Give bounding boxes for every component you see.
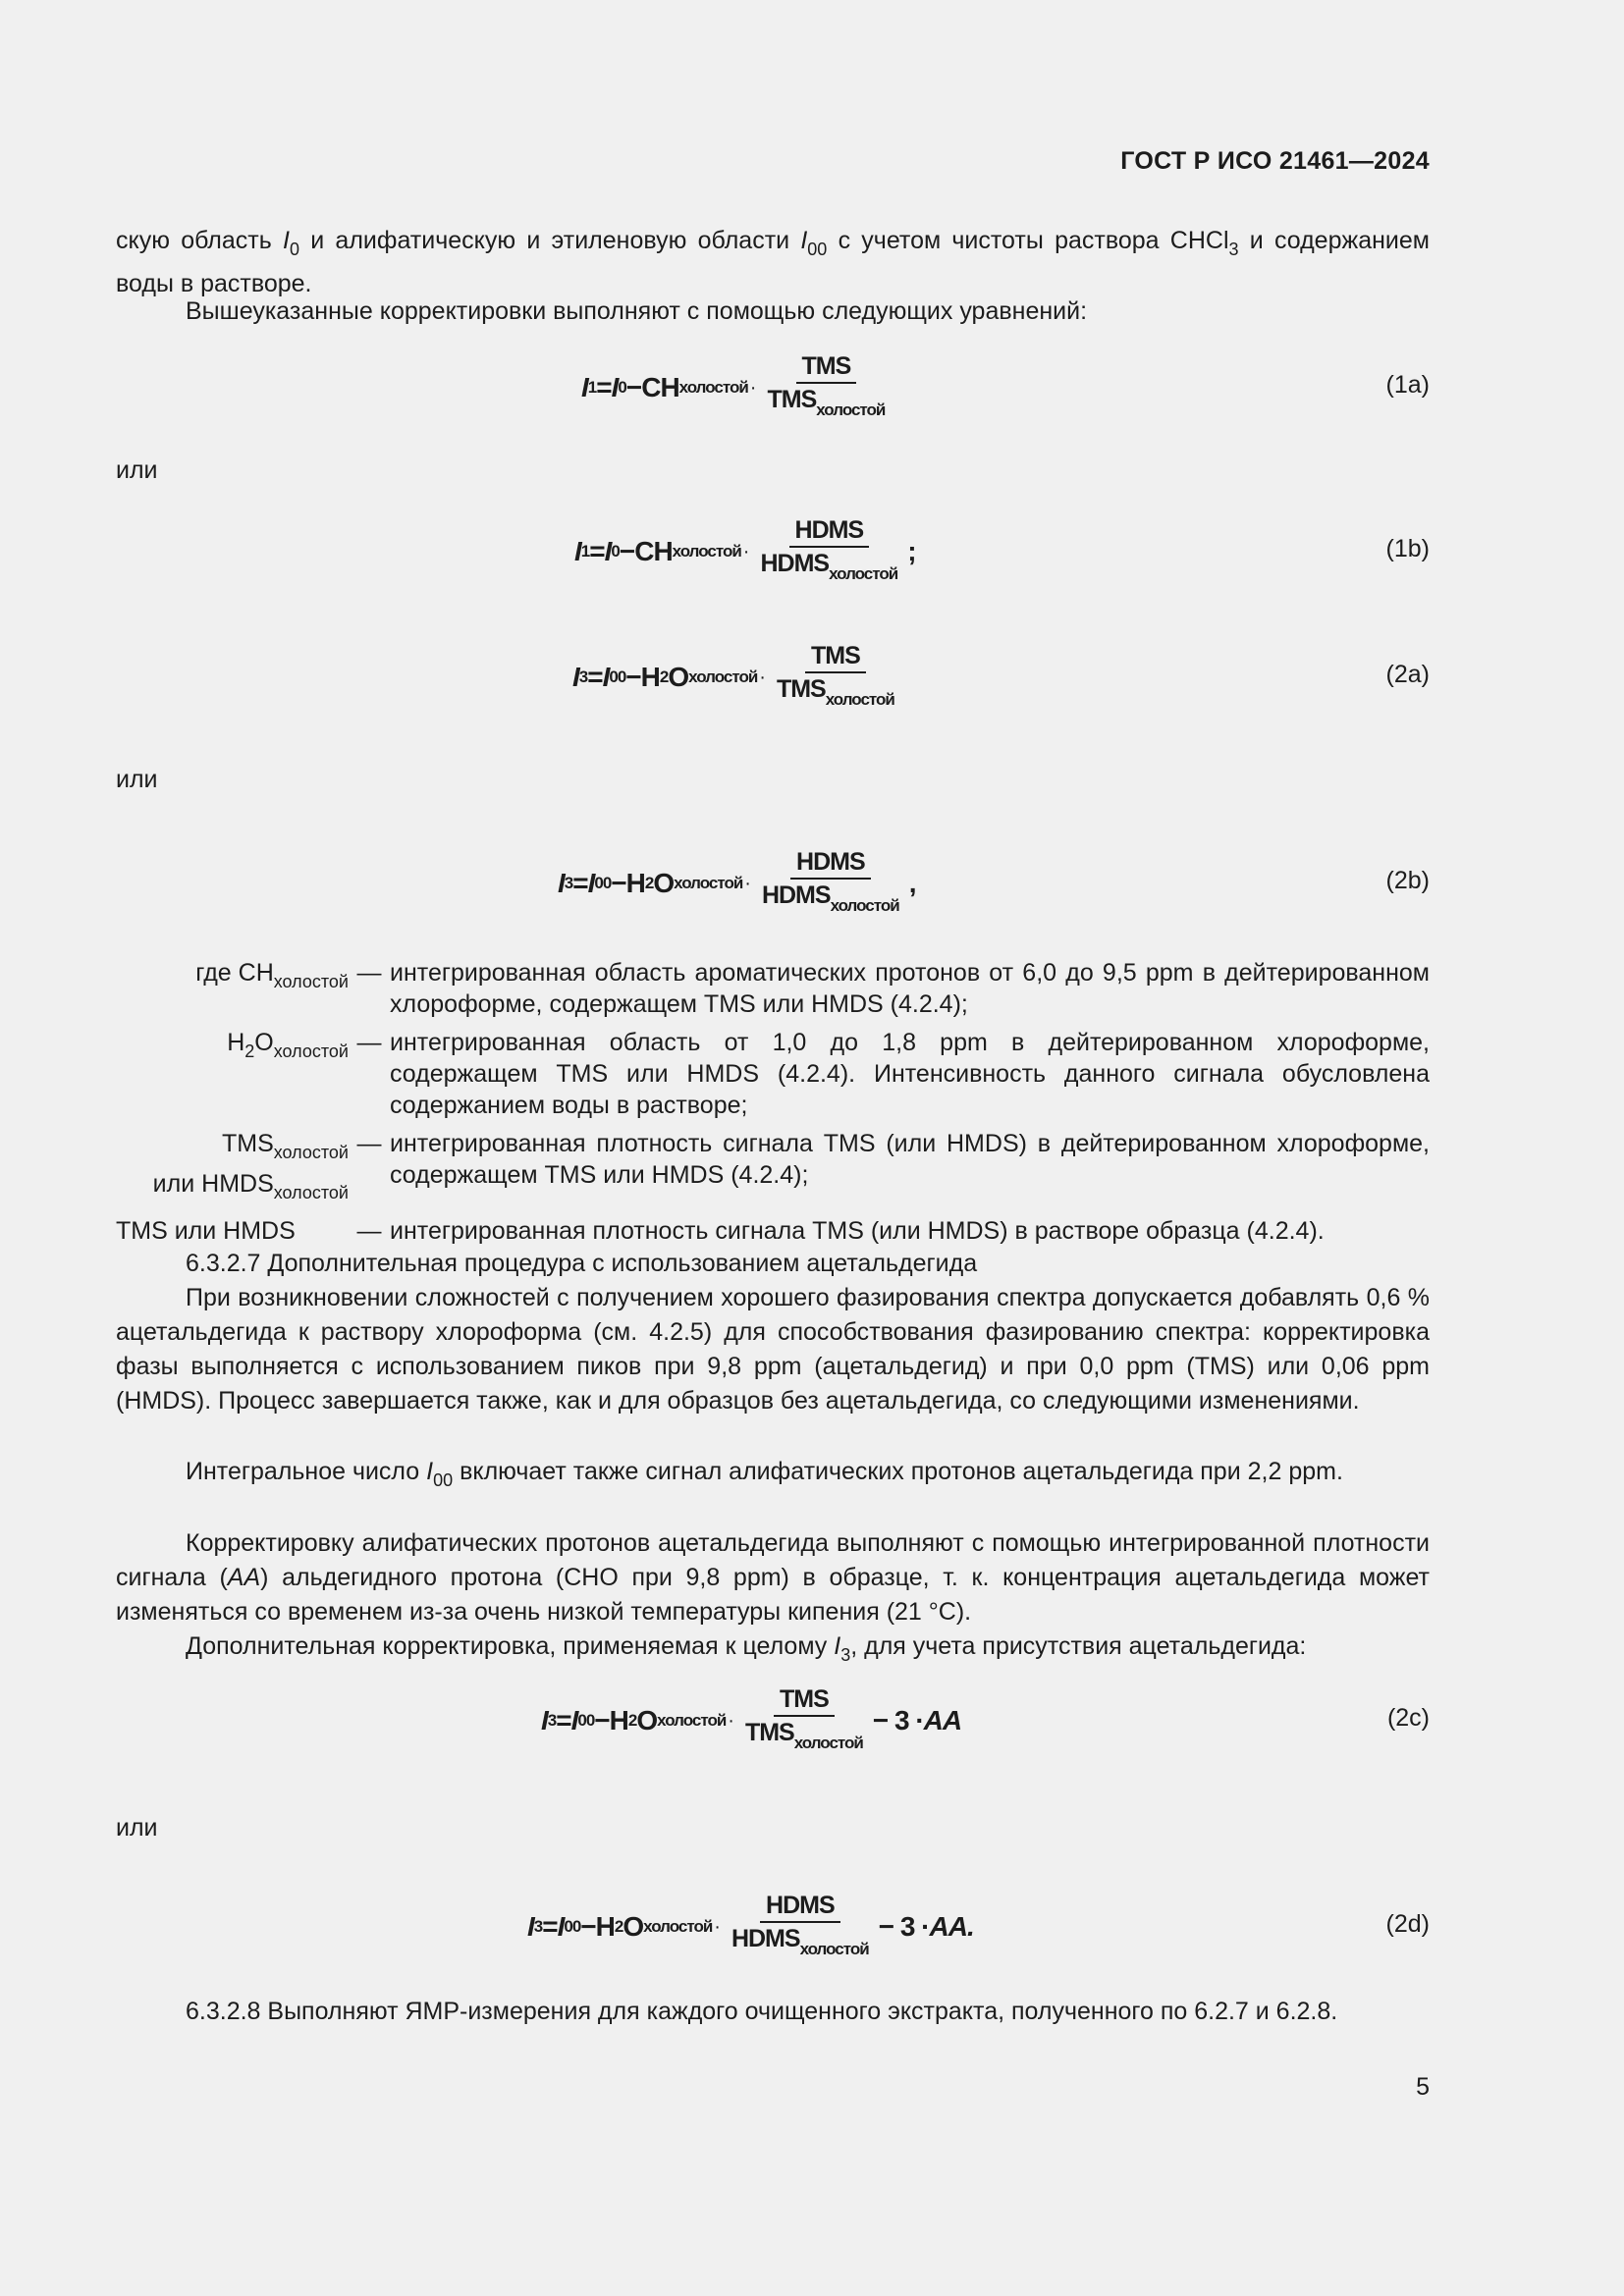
fraction: $\frac{\text{TMS}}{TMS_{холостой}}$: [776, 641, 894, 709]
definition-item: TMS или HMDS — интегрированная плотность сигнала TMS (или HMDS) в растворе образца (4.2.4).: [116, 1217, 1325, 1245]
paragraph-acetaldehyde: При возникновении сложностей с получением хорошего фазирования спектра допускается добавлять 0,6 % ацетальдегида к раствору хлороформа (см. 4.2.5) для способствования фазированию спектра: корректировка фазы выполняется с использованием пиков при 9,8 ppm (ацетальдегид) и при 0,0 ppm (TMS) или 0,06 ppm (HMDS). Процесс завершается также, как и для образцов без ацетальдегида, со следующими изменениями.: [116, 1284, 1430, 1415]
definition-item: $TMS_{холостой}$ или $HMDS_{холостой}$ — интегрированная плотность сигнала TMS (или HMDS) в дейтерированном хлороформе, содержащем TMS или HMDS (4.2.4);: [152, 1130, 1430, 1202]
or-text: или: [116, 1814, 158, 1842]
equation-label: (1b): [1385, 535, 1430, 562]
equation-2d: I 3 = I 00 − H 2 O холостой · $\frac{\text{HDMS}}{HDMS_{холостой}}$ − 3 · AA. (2d): [0, 1883, 1624, 1971]
paragraph-integral: Интегральное число $I_{00}$ включает также сигнал алифатических протонов ацетальдегида при 2,2 ppm.: [186, 1458, 1343, 1490]
section-heading-6-3-2-7: 6.3.2.7 Дополнительная процедура с использованием ацетальдегида: [186, 1250, 978, 1277]
equation-2b: I 3 = I 00 − H 2 O холостой · $\frac{\text{HDMS}}{HDMS_{холостой}}$ , (2b): [0, 839, 1624, 928]
definitions-list: [116, 957, 1430, 1254]
paragraph-continuation: скую область $I_0$ и алифатическую и этиленовую области $I_{00}$ с учетом чистоты раствора CHCl$_3$ и содержанием воды в растворе.: [116, 227, 1430, 297]
definition-item: где $CH_{холостой}$ — интегрированная область ароматических протонов от 6,0 до 9,5 ppm в дейтерированном хлороформе, содержащем TMS или HMDS (4.2.4);: [195, 959, 1430, 1018]
paragraph-equations-intro: Вышеуказанные корректировки выполняют с помощью следующих уравнений:: [186, 297, 1088, 325]
equation-label: (2b): [1385, 867, 1430, 894]
equation-1a: I 1 = I 0 − CH холостой · $\frac{\text{TMS}}{TMS_{холостой}}$ (1a): [0, 344, 1624, 432]
definition-item: $H_2O_{холостой}$ — интегрированная область от 1,0 до 1,8 ppm в дейтерированном хлороформе, содержащем TMS или HMDS (4.2.4). Интенсивность данного сигнала обусловлена содержанием воды в растворе;: [227, 1029, 1430, 1119]
or-text: или: [116, 456, 158, 484]
fraction: $\frac{\text{HDMS}}{HDMS_{холостой}}$: [761, 847, 899, 915]
equation-label: (1a): [1385, 371, 1430, 399]
equation-label: (2d): [1385, 1910, 1430, 1938]
equation-2a: I 3 = I 00 − H 2 O холостой · $\frac{\text{TMS}}{TMS_{холостой}}$ (2a): [0, 633, 1624, 721]
equation-1b: I 1 = I 0 − CH холостой · $\frac{\text{HDMS}}{HDMS_{холостой}}$ ; (1b): [0, 507, 1624, 596]
fraction: $\frac{\text{TMS}}{TMS_{холостой}}$: [767, 351, 886, 419]
paragraph-additional-correction: Дополнительная корректировка, применяемая к целому $I_3$, для учета присутствия ацетальдегида:: [186, 1632, 1307, 1665]
fraction: $\frac{\text{TMS}}{TMS_{холостой}}$: [744, 1684, 863, 1752]
equation-label: (2c): [1386, 1704, 1430, 1732]
equation-label: (2a): [1385, 661, 1430, 688]
page-number: 5: [1416, 2073, 1430, 2101]
section-paragraph-6-3-2-8: 6.3.2.8 Выполняют ЯМР-измерения для каждого очищенного экстракта, полученного по 6.2.7 и 6.2.8.: [186, 1998, 1338, 2025]
paragraph-correction: Корректировку алифатических протонов ацетальдегида выполняют с помощью интегрированной плотности сигнала (AA) альдегидного протона (CHO при 9,8 ppm) в образце, т. к. концентрация ацетальдегида может изменяться со временем из-за очень низкой температуры кипения (21 °C).: [116, 1529, 1430, 1626]
document-header: ГОСТ Р ИСО 21461—2024: [1120, 147, 1430, 175]
fraction: $\frac{\text{HDMS}}{HDMS_{холостой}}$: [760, 515, 898, 583]
equation-2c: I 3 = I 00 − H 2 O холостой · $\frac{\text{TMS}}{TMS_{холостой}}$ − 3 · AA (2c): [0, 1677, 1624, 1765]
fraction: $\frac{\text{HDMS}}{HDMS_{холостой}}$: [731, 1891, 869, 1958]
or-text: или: [116, 766, 158, 793]
